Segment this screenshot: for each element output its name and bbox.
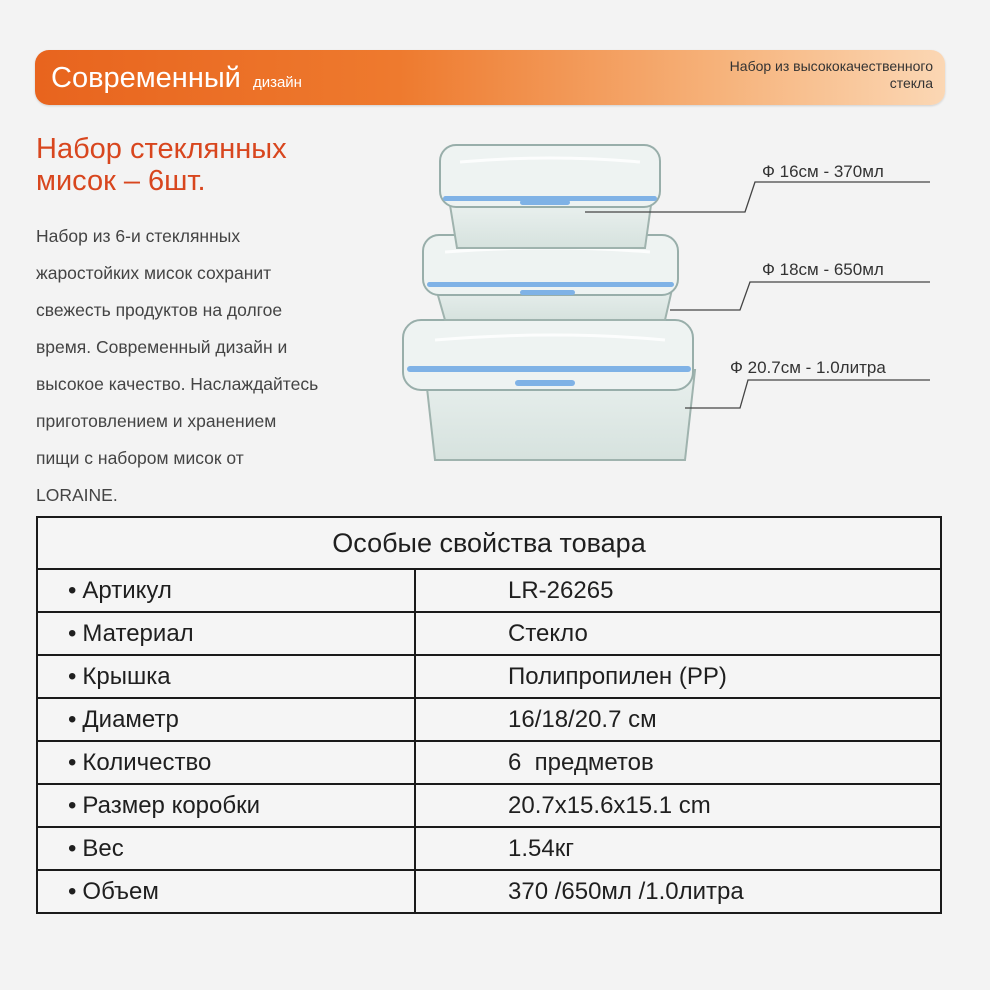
callout-line-medium <box>670 282 930 310</box>
product-illustration <box>395 140 940 470</box>
table-row <box>37 870 941 913</box>
specs-table-header <box>37 517 941 569</box>
bullet: • <box>68 619 77 647</box>
specs-table <box>36 516 942 914</box>
bullet: • <box>68 748 77 776</box>
spec-value: 20.7x15.6x15.1 cm <box>415 784 941 827</box>
callout-line-large <box>685 380 930 408</box>
table-row <box>37 827 941 870</box>
spec-key-text: Вес <box>82 834 124 862</box>
banner-subtitle <box>633 58 933 92</box>
spec-key-text: Артикул <box>82 576 172 604</box>
banner-subtitle-line-2: стекла <box>889 75 933 91</box>
spec-key-text: Крышка <box>82 662 171 690</box>
bullet: • <box>68 791 77 819</box>
spec-key <box>37 827 415 870</box>
header-banner <box>35 50 945 105</box>
table-row <box>37 655 941 698</box>
spec-key-text: Диаметр <box>82 705 179 733</box>
spec-key-text: Объем <box>82 877 159 905</box>
banner-title-small: дизайн <box>252 74 302 91</box>
banner-title-main: Современный <box>51 62 241 94</box>
bullet: • <box>68 705 77 733</box>
spec-key <box>37 870 415 913</box>
product-description <box>36 218 381 514</box>
description-line: Набор из 6-и стеклянных <box>36 226 241 246</box>
spec-key <box>37 741 415 784</box>
product-heading-line-2: мисок – 6шт. <box>36 165 206 197</box>
spec-key <box>37 569 415 612</box>
spec-key-text: Материал <box>82 619 194 647</box>
large-container <box>403 320 695 460</box>
description-line: высокое качество. Наслаждайтесь <box>36 374 319 394</box>
glass-containers-image <box>395 140 940 470</box>
table-row <box>37 569 941 612</box>
spec-value: 1.54кг <box>415 827 941 870</box>
spec-value: Стекло <box>415 612 941 655</box>
spec-key <box>37 655 415 698</box>
spec-key <box>37 612 415 655</box>
description-line: пищи с набором мисок от <box>36 448 244 468</box>
small-container <box>440 145 660 248</box>
table-row <box>37 784 941 827</box>
spec-value: Полипропилен (PP) <box>415 655 941 698</box>
product-heading <box>36 133 396 197</box>
description-line: приготовлением и хранением <box>36 411 277 431</box>
callout-label-large: Ф 20.7см - 1.0литра <box>730 358 886 377</box>
description-line: жаростойких мисок сохранит <box>36 263 272 283</box>
spec-value: 370 /650мл /1.0литра <box>508 877 744 905</box>
description-line: время. Современный дизайн и <box>36 337 288 357</box>
bullet: • <box>68 877 77 905</box>
specs-table-title: Особые свойства товара <box>37 517 941 569</box>
spec-value: 16/18/20.7 см <box>415 698 941 741</box>
description-line: свежесть продуктов на долгое <box>36 300 283 320</box>
spec-key <box>37 784 415 827</box>
spec-key-text: Размер коробки <box>82 791 261 819</box>
banner-subtitle-line-1: Набор из высококачественного <box>729 58 933 74</box>
bullet: • <box>68 576 77 604</box>
table-row <box>37 741 941 784</box>
description-line: LORAINE. <box>36 485 118 505</box>
spec-value: LR-26265 <box>415 569 941 612</box>
bullet: • <box>68 662 77 690</box>
banner-title <box>51 62 302 95</box>
callout-label-medium: Ф 18см - 650мл <box>762 260 884 279</box>
callout-label-small: Ф 16см - 370мл <box>762 162 884 181</box>
spec-key-text: Количество <box>82 748 212 776</box>
spec-key <box>37 698 415 741</box>
table-row <box>37 698 941 741</box>
product-heading-line-1: Набор стеклянных <box>36 133 287 165</box>
table-row <box>37 612 941 655</box>
spec-value: 6 предметов <box>415 741 941 784</box>
bullet: • <box>68 834 77 862</box>
